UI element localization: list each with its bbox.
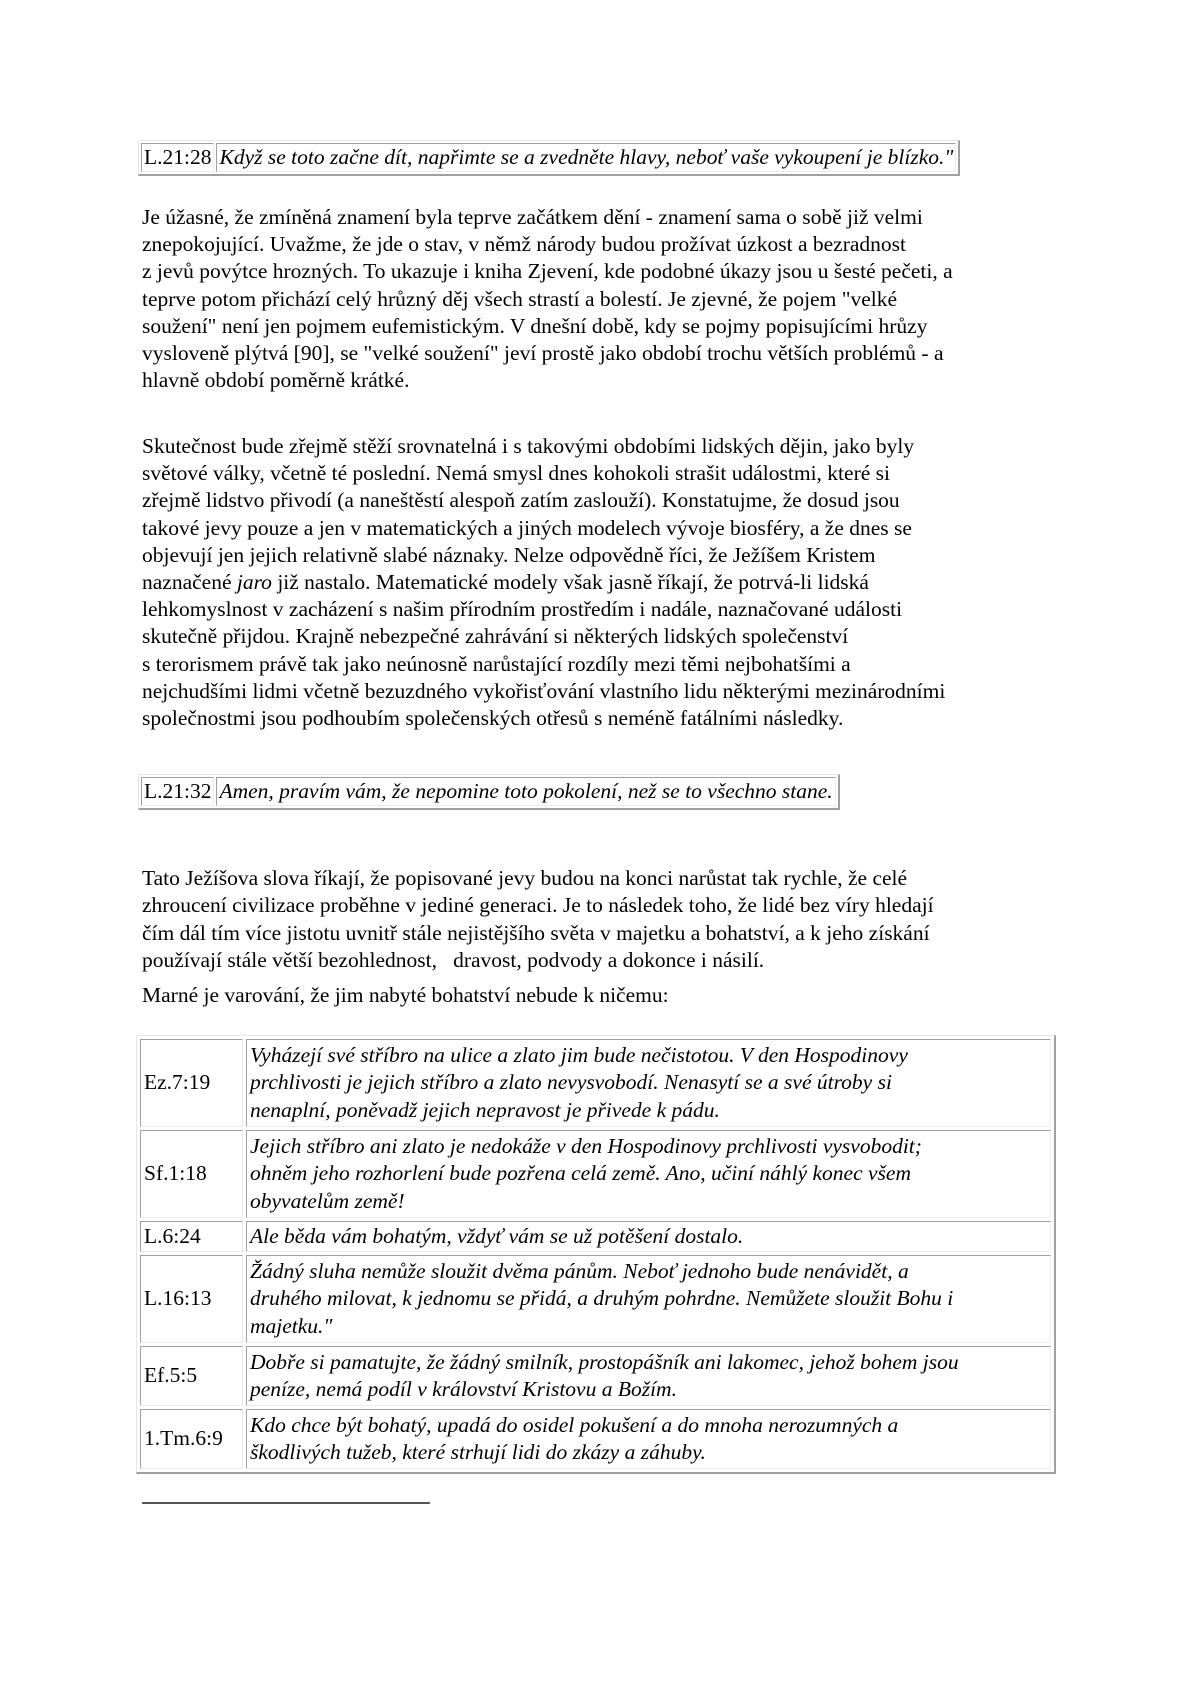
verse-reference: 1.Tm.6:9 xyxy=(140,1409,243,1469)
quote-table xyxy=(138,140,960,176)
verse-text: Amen, pravím vám, že nepomine toto pokolení, než se to všechno stane. xyxy=(216,777,835,806)
quote-block-l21-28 xyxy=(142,140,960,176)
verse-line: škodlivých tužeb, které strhují lidi do zkázy a záhuby. xyxy=(250,1440,706,1464)
verse-line: majetku." xyxy=(250,1313,333,1338)
quote-table xyxy=(138,774,840,810)
verse-text xyxy=(246,1409,1051,1469)
paragraph-2 xyxy=(142,433,945,732)
footnote-separator xyxy=(142,1502,430,1504)
text-fragment: již nastalo. Matematické modely však jasně říkají, že potrvá-li lidská xyxy=(271,570,869,595)
text-line: zhroucení civilizace proběhne v jediné generaci. Je to následek toho, že lidé bez víry hledají xyxy=(142,893,934,918)
paragraph-4 xyxy=(142,982,669,1009)
table-row xyxy=(140,1346,1051,1406)
quote-block-l21-32 xyxy=(142,774,840,810)
verse-reference: L.21:32 xyxy=(141,777,214,806)
verse-line: ohněm jeho rozhorlení bude pozřena celá země. Ano, učiní náhlý konec všem xyxy=(250,1161,911,1186)
text-line: společnostmi jsou podhoubím společenských otřesů s neméně fatálními následky. xyxy=(142,706,844,731)
text-line: hlavně období poměrně krátké. xyxy=(142,368,410,393)
verse-text xyxy=(246,1039,1051,1127)
text-line: zřejmě lidstvo přivodí (a naneštěstí alespoň zatím zaslouží). Konstatujme, že dosud jsou xyxy=(142,488,900,513)
text-line: vysloveně plýtvá [90], se "velké soužení" jeví prostě jako období trochu větších problémů - a xyxy=(142,341,944,366)
text-line: čím dál tím více jistotu uvnitř stále nejistějšího světa v majetku a bohatství, a k jeho získání xyxy=(142,920,930,945)
verse-text: Když se toto začne dít, napřimte se a zvedněte hlavy, neboť vaše vykoupení je blízko." xyxy=(216,143,956,172)
verse-text xyxy=(246,1221,1051,1252)
text-line: Je úžasné, že zmíněná znamení byla teprve začátkem dění - znamení sama o sobě již velmi xyxy=(142,205,923,229)
table-row xyxy=(140,1130,1051,1218)
table-row xyxy=(140,1221,1051,1252)
text-line: světové války, včetně té poslední. Nemá smysl dnes kohokoli strašit událostmi, které si xyxy=(142,461,890,486)
verses-block xyxy=(142,1035,1056,1474)
text-line: objevují jen jejich relativně slabé náznaky. Nelze odpovědně říci, že Ježíšem Kristem xyxy=(142,542,876,567)
verse-text xyxy=(246,1130,1051,1218)
text-line: s terorismem právě tak jako neúnosně narůstající rozdíly mezi těmi nejbohatšími a xyxy=(142,651,851,676)
text-line: Tato Ježíšova slova říkají, že popisované jevy budou na konci narůstat tak rychle, že celé xyxy=(142,866,908,891)
verse-line: nenaplní, poněvadž jejich nepravost je přivede k pádu. xyxy=(250,1097,720,1122)
verse-text xyxy=(246,1255,1051,1343)
verse-reference: L.16:13 xyxy=(140,1255,243,1343)
verse-line: Žádný sluha nemůže sloužit dvěma pánům. Neboť jednoho bude nenávidět, a xyxy=(250,1259,909,1284)
text-line: skutečně přijdou. Krajně nebezpečné zahrávání si některých lidských společenství xyxy=(142,624,849,649)
table-row xyxy=(140,1255,1051,1343)
table-row xyxy=(140,1039,1051,1127)
verse-line: Vyházejí své stříbro na ulice a zlato jim bude nečistotou. V den Hospodinovy xyxy=(250,1043,908,1068)
table-row xyxy=(140,1409,1051,1469)
verse-line: Kdo chce být bohatý, upadá do osidel pokušení a do mnoha nerozumných a xyxy=(250,1412,899,1437)
paragraph-1 xyxy=(142,204,953,394)
verse-reference: Ef.5:5 xyxy=(140,1346,243,1406)
text-line: Marné je varování, že jim nabyté bohatství nebude k ničemu: xyxy=(142,983,669,1007)
verse-line: prchlivosti je jejich stříbro a zlato nevysvobodí. Nenasytí se a své útroby si xyxy=(250,1070,892,1095)
text-line: z jevů povýtce hrozných. To ukazuje i kniha Zjevení, kde podobné úkazy jsou u šesté pečeti, a xyxy=(142,259,953,284)
text-line: takové jevy pouze a jen v matematických a jiných modelech vývoje biosféry, a že dnes se xyxy=(142,515,912,540)
text-line: používají stále větší bezohlednost, dravost, podvody a dokonce i násilí. xyxy=(142,947,765,972)
text-fragment: naznačené xyxy=(142,570,237,595)
verse-reference: L.21:28 xyxy=(141,143,214,172)
text-line: teprve potom přichází celý hrůzný děj všech strastí a bolestí. Je zjevné, že pojem "velké xyxy=(142,286,898,311)
text-line: Skutečnost bude zřejmě stěží srovnatelná i s takovými obdobími lidských dějin, jako byly xyxy=(142,434,915,458)
verse-line: peníze, nemá podíl v království Kristovu a Božím. xyxy=(250,1377,677,1401)
text-line: nejchudšími lidmi včetně bezuzdného vykořisťování vlastního lidu některými mezinárodními xyxy=(142,678,946,703)
paragraph-3 xyxy=(142,838,934,974)
verses-table xyxy=(136,1035,1056,1474)
text-line: lehkomyslnost v zacházení s našim přírodním prostředím i nadále, naznačované události xyxy=(142,597,903,622)
text-line xyxy=(142,570,869,594)
verse-text xyxy=(246,1346,1051,1406)
text-line: znepokojující. Uvažme, že jde o stav, v němž národy budou prožívat úzkost a bezradnost xyxy=(142,232,906,257)
verse-line: druhého milovat, k jednomu se přidá, a druhým pohrdne. Nemůžete sloužit Bohu i xyxy=(250,1286,954,1311)
emphasized-word: jaro xyxy=(236,570,272,595)
verse-line: Jejich stříbro ani zlato je nedokáže v den Hospodinovy prchlivosti vysvobodit; xyxy=(250,1134,922,1159)
verse-line: Dobře si pamatujte, že žádný smilník, prostopášník ani lakomec, jehož bohem jsou xyxy=(250,1349,959,1374)
text-line: soužení" není jen pojmem eufemistickým. V dnešní době, kdy se pojmy popisujícími hrůzy xyxy=(142,313,928,338)
verse-line: Ale běda vám bohatým, vždyť vám se už potěšení dostalo. xyxy=(250,1223,744,1248)
verse-line: obyvatelům země! xyxy=(250,1188,405,1213)
verse-reference: Sf.1:18 xyxy=(140,1130,243,1218)
verse-reference: Ez.7:19 xyxy=(140,1039,243,1127)
verse-reference: L.6:24 xyxy=(140,1221,243,1252)
